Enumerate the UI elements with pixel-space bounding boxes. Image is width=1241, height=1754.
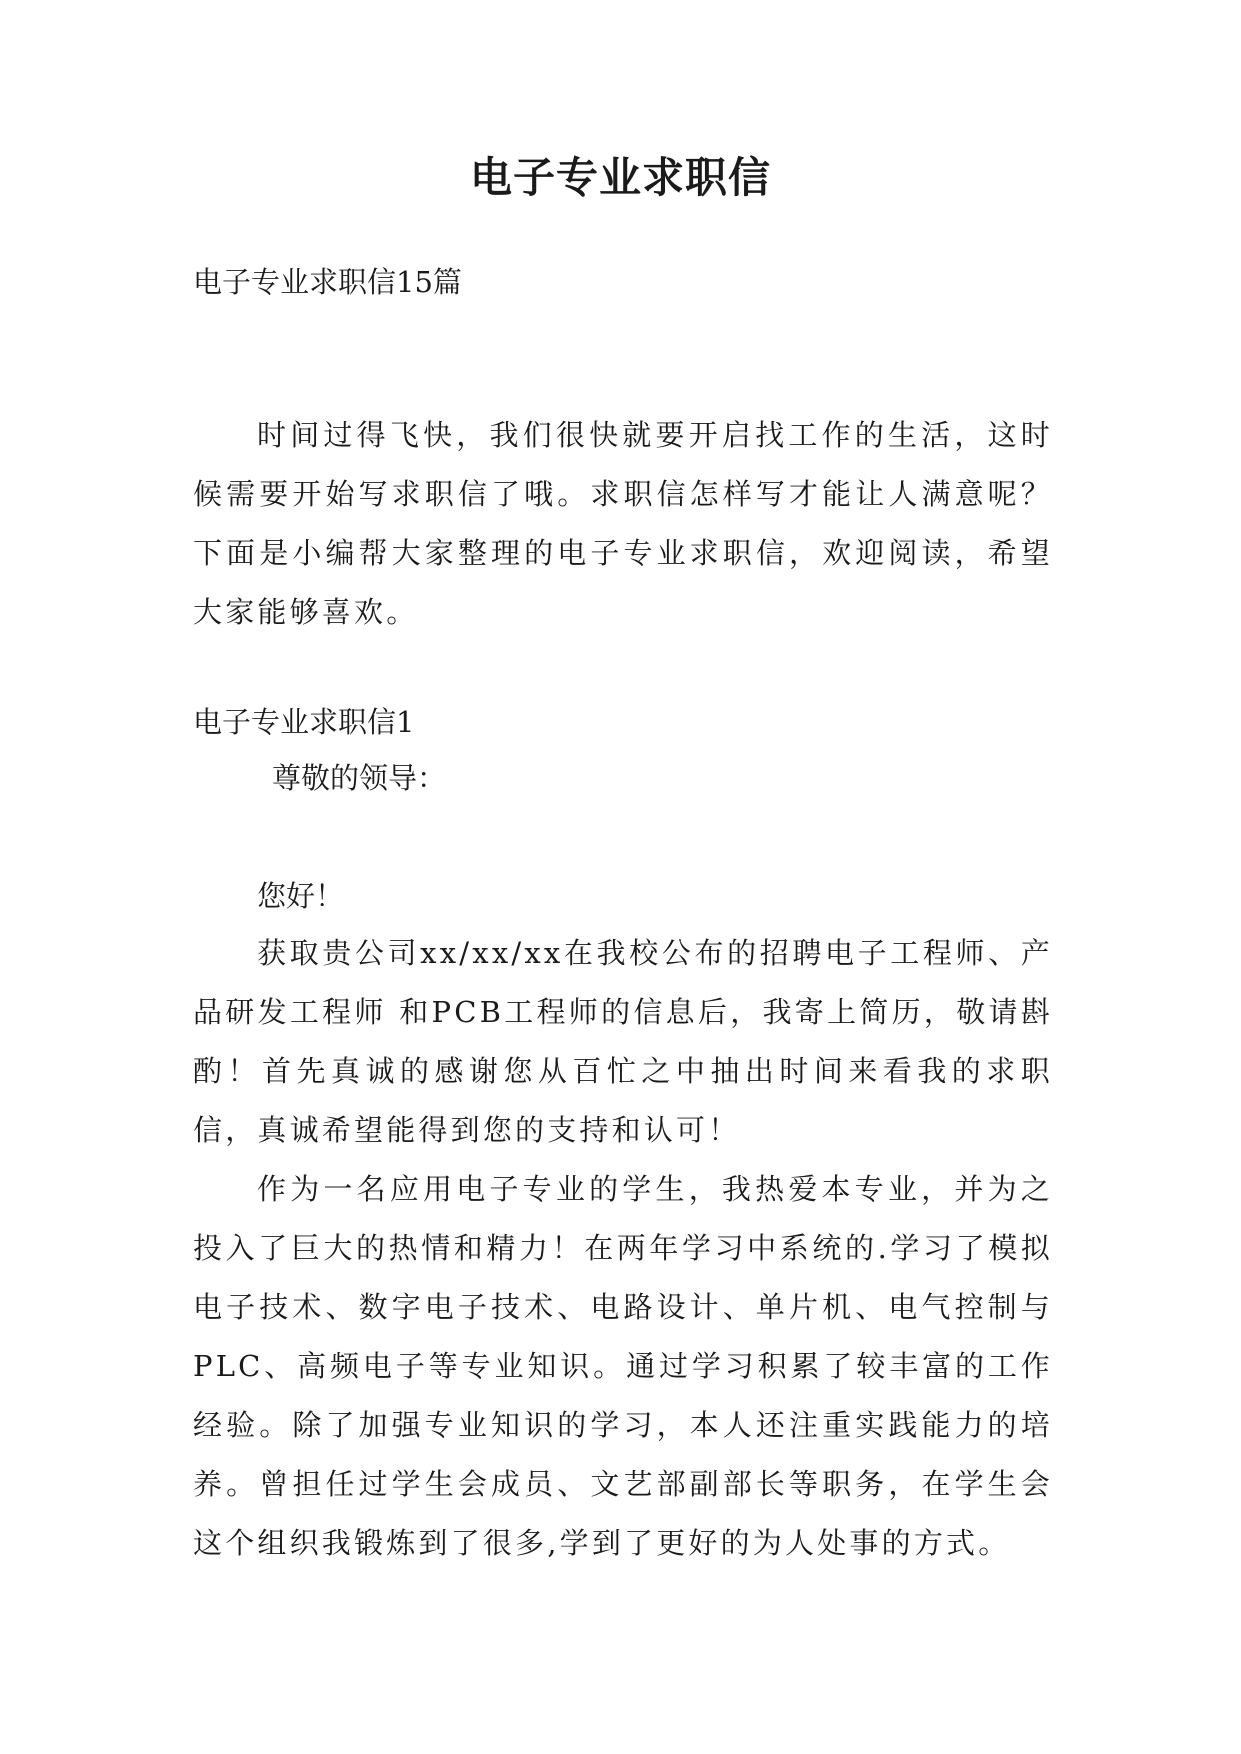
body-paragraph-1: 获取贵公司xx/xx/xx在我校公布的招聘电子工程师、产品研发工程师 和PCB工程师的信息后，我寄上简历，敬请斟酌！首先真诚的感谢您从百忙之中抽出时间来看我的求职信，真诚希望能得到您的支持和认可！ [193,936,1053,1147]
greeting: 您好！ [257,879,345,913]
section-heading: 电子专业求职信1 [193,705,415,739]
document-title: 电子专业求职信 [469,153,771,202]
document-subtitle: 电子专业求职信15篇 [193,265,462,299]
body-paragraph-2: 作为一名应用电子专业的学生，我热爱本专业，并为之投入了巨大的热情和精力！在两年学习中系统的.学习了模拟电子技术、数字电子技术、电路设计、单片机、电气控制与PLC、高频电子等专业知识。通过学习积累了较丰富的工作经验。除了加强专业知识的学习，本人还注重实践能力的培养。曾担任过学生会成员、文艺部副部长等职务，在学生会这个组织我锻炼到了很多,学到了更好的为人处事的方式。 [193,1172,1053,1560]
salutation: 尊敬的领导： [272,761,447,795]
intro-paragraph: 时间过得飞快，我们很快就要开启找工作的生活，这时候需要开始写求职信了哦。求职信怎样写才能让人满意呢？下面是小编帮大家整理的电子专业求职信，欢迎阅读，希望大家能够喜欢。 [193,418,1053,629]
